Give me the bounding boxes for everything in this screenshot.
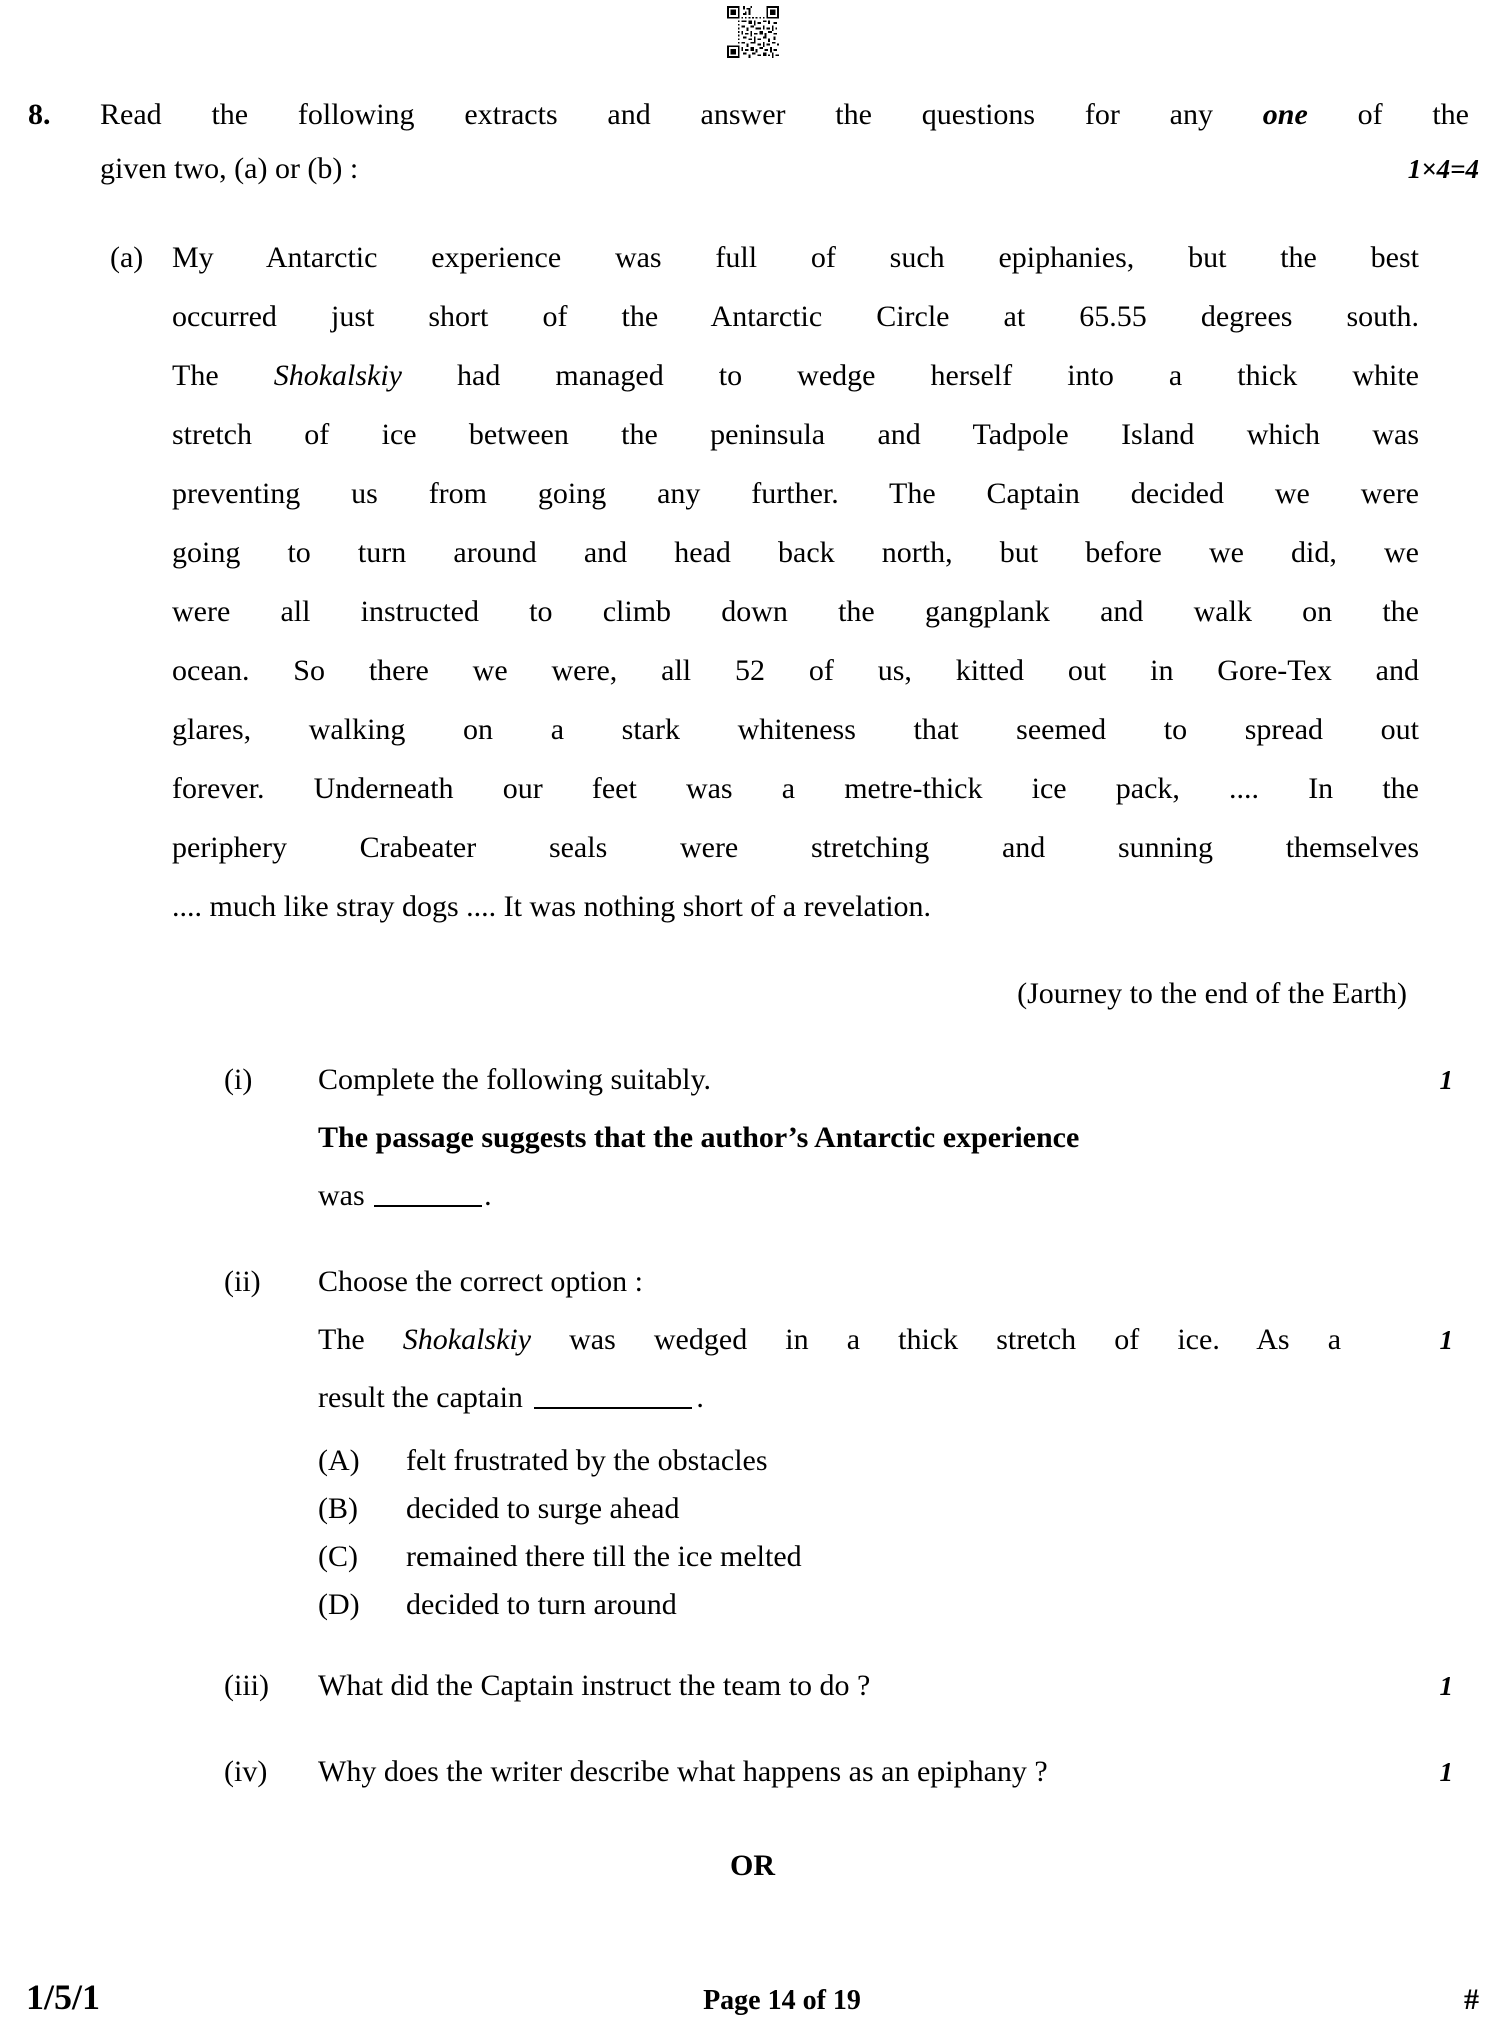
question-prompt-line-1 — [100, 88, 1469, 142]
extract-line: forever. Underneath our feet was a metre-thick ice pack, .... In the — [172, 772, 1419, 805]
page-number: Page 14 of 19 — [703, 1985, 861, 2016]
option-label: remained there till the ice melted — [406, 1540, 802, 1573]
option-b[interactable] — [318, 1485, 1479, 1533]
stem-post: was wedged in a thick stretch of ice. As a — [531, 1323, 1342, 1356]
qr-code-container — [0, 6, 1505, 58]
extract-line: stretch of ice between the peninsula and Tadpole Island which was — [172, 418, 1419, 451]
statement-was-text: was — [318, 1179, 373, 1212]
answer-blank-ii[interactable] — [534, 1381, 692, 1409]
sub-question-stem-line-2 — [318, 1369, 1341, 1427]
option-key: (D) — [318, 1588, 360, 1621]
option-key: (B) — [318, 1492, 358, 1525]
sub-question-i — [26, 1051, 1479, 1225]
ship-name-shokalskiy: Shokalskiy — [273, 359, 402, 392]
stem-line-2-period: . — [696, 1381, 704, 1414]
option-c[interactable] — [318, 1533, 1479, 1581]
sub-question-instruction: Complete the following suitably. — [318, 1063, 712, 1096]
sub-question-instruction: Choose the correct option : — [318, 1265, 643, 1298]
sub-question-roman: (iii) — [224, 1669, 269, 1702]
option-key: (A) — [318, 1444, 360, 1477]
sub-question-statement-line-1: The passage suggests that the author’s Antarctic experience — [318, 1121, 1080, 1154]
sub-question-mark: 1 — [1439, 1065, 1453, 1095]
sub-question-body: What did the Captain instruct the team to do ? — [318, 1669, 871, 1702]
page-content — [0, 88, 1505, 1883]
sub-question-iv — [26, 1743, 1479, 1801]
statement-period: . — [484, 1179, 492, 1212]
extract-line: occurred just short of the Antarctic Circle at 65.55 degrees south. — [172, 300, 1419, 333]
sub-question-roman: (iv) — [224, 1755, 268, 1788]
sub-question-ii — [26, 1253, 1479, 1427]
sub-question-stem-line-1 — [318, 1311, 1341, 1369]
end-mark: # — [1464, 1983, 1479, 2016]
option-label: decided to turn around — [406, 1588, 677, 1621]
sub-question-iii — [26, 1657, 1479, 1715]
option-d[interactable] — [318, 1581, 1479, 1629]
option-label: felt frustrated by the obstacles — [406, 1444, 768, 1477]
extract-line: were all instructed to climb down the gangplank and walk on the — [172, 595, 1419, 628]
option-a[interactable] — [318, 1437, 1479, 1485]
extract-line-3-post: had managed to wedge herself into a thick white — [402, 359, 1419, 392]
extract-text — [110, 228, 1479, 936]
prompt-line-2-text: given two, (a) or (b) : — [100, 152, 359, 185]
sub-question-body — [318, 1051, 1453, 1225]
ship-name-shokalskiy: Shokalskiy — [402, 1323, 532, 1356]
sub-question-mark: 1 — [1439, 1325, 1453, 1355]
extract-line: preventing us from going any further. The Captain decided we were — [172, 477, 1419, 510]
sub-question-statement-line-2 — [318, 1167, 1341, 1225]
extract-line: ocean. So there we were, all 52 of us, kitted out in Gore-Tex and — [172, 654, 1419, 687]
or-separator: OR — [730, 1849, 775, 1882]
total-marks: 1×4=4 — [1407, 154, 1479, 184]
extract-a — [26, 228, 1479, 936]
sub-question-body — [318, 1253, 1453, 1427]
option-label: decided to surge ahead — [406, 1492, 680, 1525]
prompt-emphasis-one: one — [1262, 98, 1308, 131]
option-key: (C) — [318, 1540, 358, 1573]
extract-line: .... much like stray dogs .... It was nothing short of a revelation. — [172, 890, 932, 923]
sub-question-mark: 1 — [1439, 1757, 1453, 1787]
sub-question-body: Why does the writer describe what happens as an epiphany ? — [318, 1755, 1048, 1788]
prompt-text-post: of the — [1307, 98, 1469, 131]
prompt-text-pre: Read the following extracts and answer the questions for any — [100, 98, 1263, 131]
sub-question-mark: 1 — [1439, 1671, 1453, 1701]
extract-attribution: (Journey to the end of the Earth) — [1017, 977, 1407, 1010]
answer-blank-i[interactable] — [374, 1179, 482, 1207]
extract-line — [172, 346, 1419, 405]
question-8-header — [26, 88, 1479, 196]
page-footer — [0, 1976, 1505, 2018]
paper-code: 1/5/1 — [26, 1977, 101, 2017]
qr-code-icon — [710, 6, 796, 58]
extract-label: (a) — [110, 241, 144, 274]
extract-line: My Antarctic experience was full of such epiphanies, but the best — [172, 241, 1419, 274]
question-number: 8. — [28, 98, 51, 131]
extract-line: periphery Crabeater seals were stretching and sunning themselves — [172, 831, 1419, 864]
question-prompt-line-2 — [100, 142, 1479, 196]
option-list — [26, 1437, 1479, 1629]
sub-question-roman: (ii) — [224, 1265, 261, 1298]
extract-line: going to turn around and head back north, but before we did, we — [172, 536, 1419, 569]
stem-pre: The — [318, 1323, 403, 1356]
question-prompt — [100, 88, 1479, 196]
extract-line-3-pre: The — [172, 359, 274, 392]
sub-question-roman: (i) — [224, 1063, 253, 1096]
stem-line-2-text: result the captain — [318, 1381, 531, 1414]
extract-line: glares, walking on a stark whiteness that seemed to spread out — [172, 713, 1419, 746]
